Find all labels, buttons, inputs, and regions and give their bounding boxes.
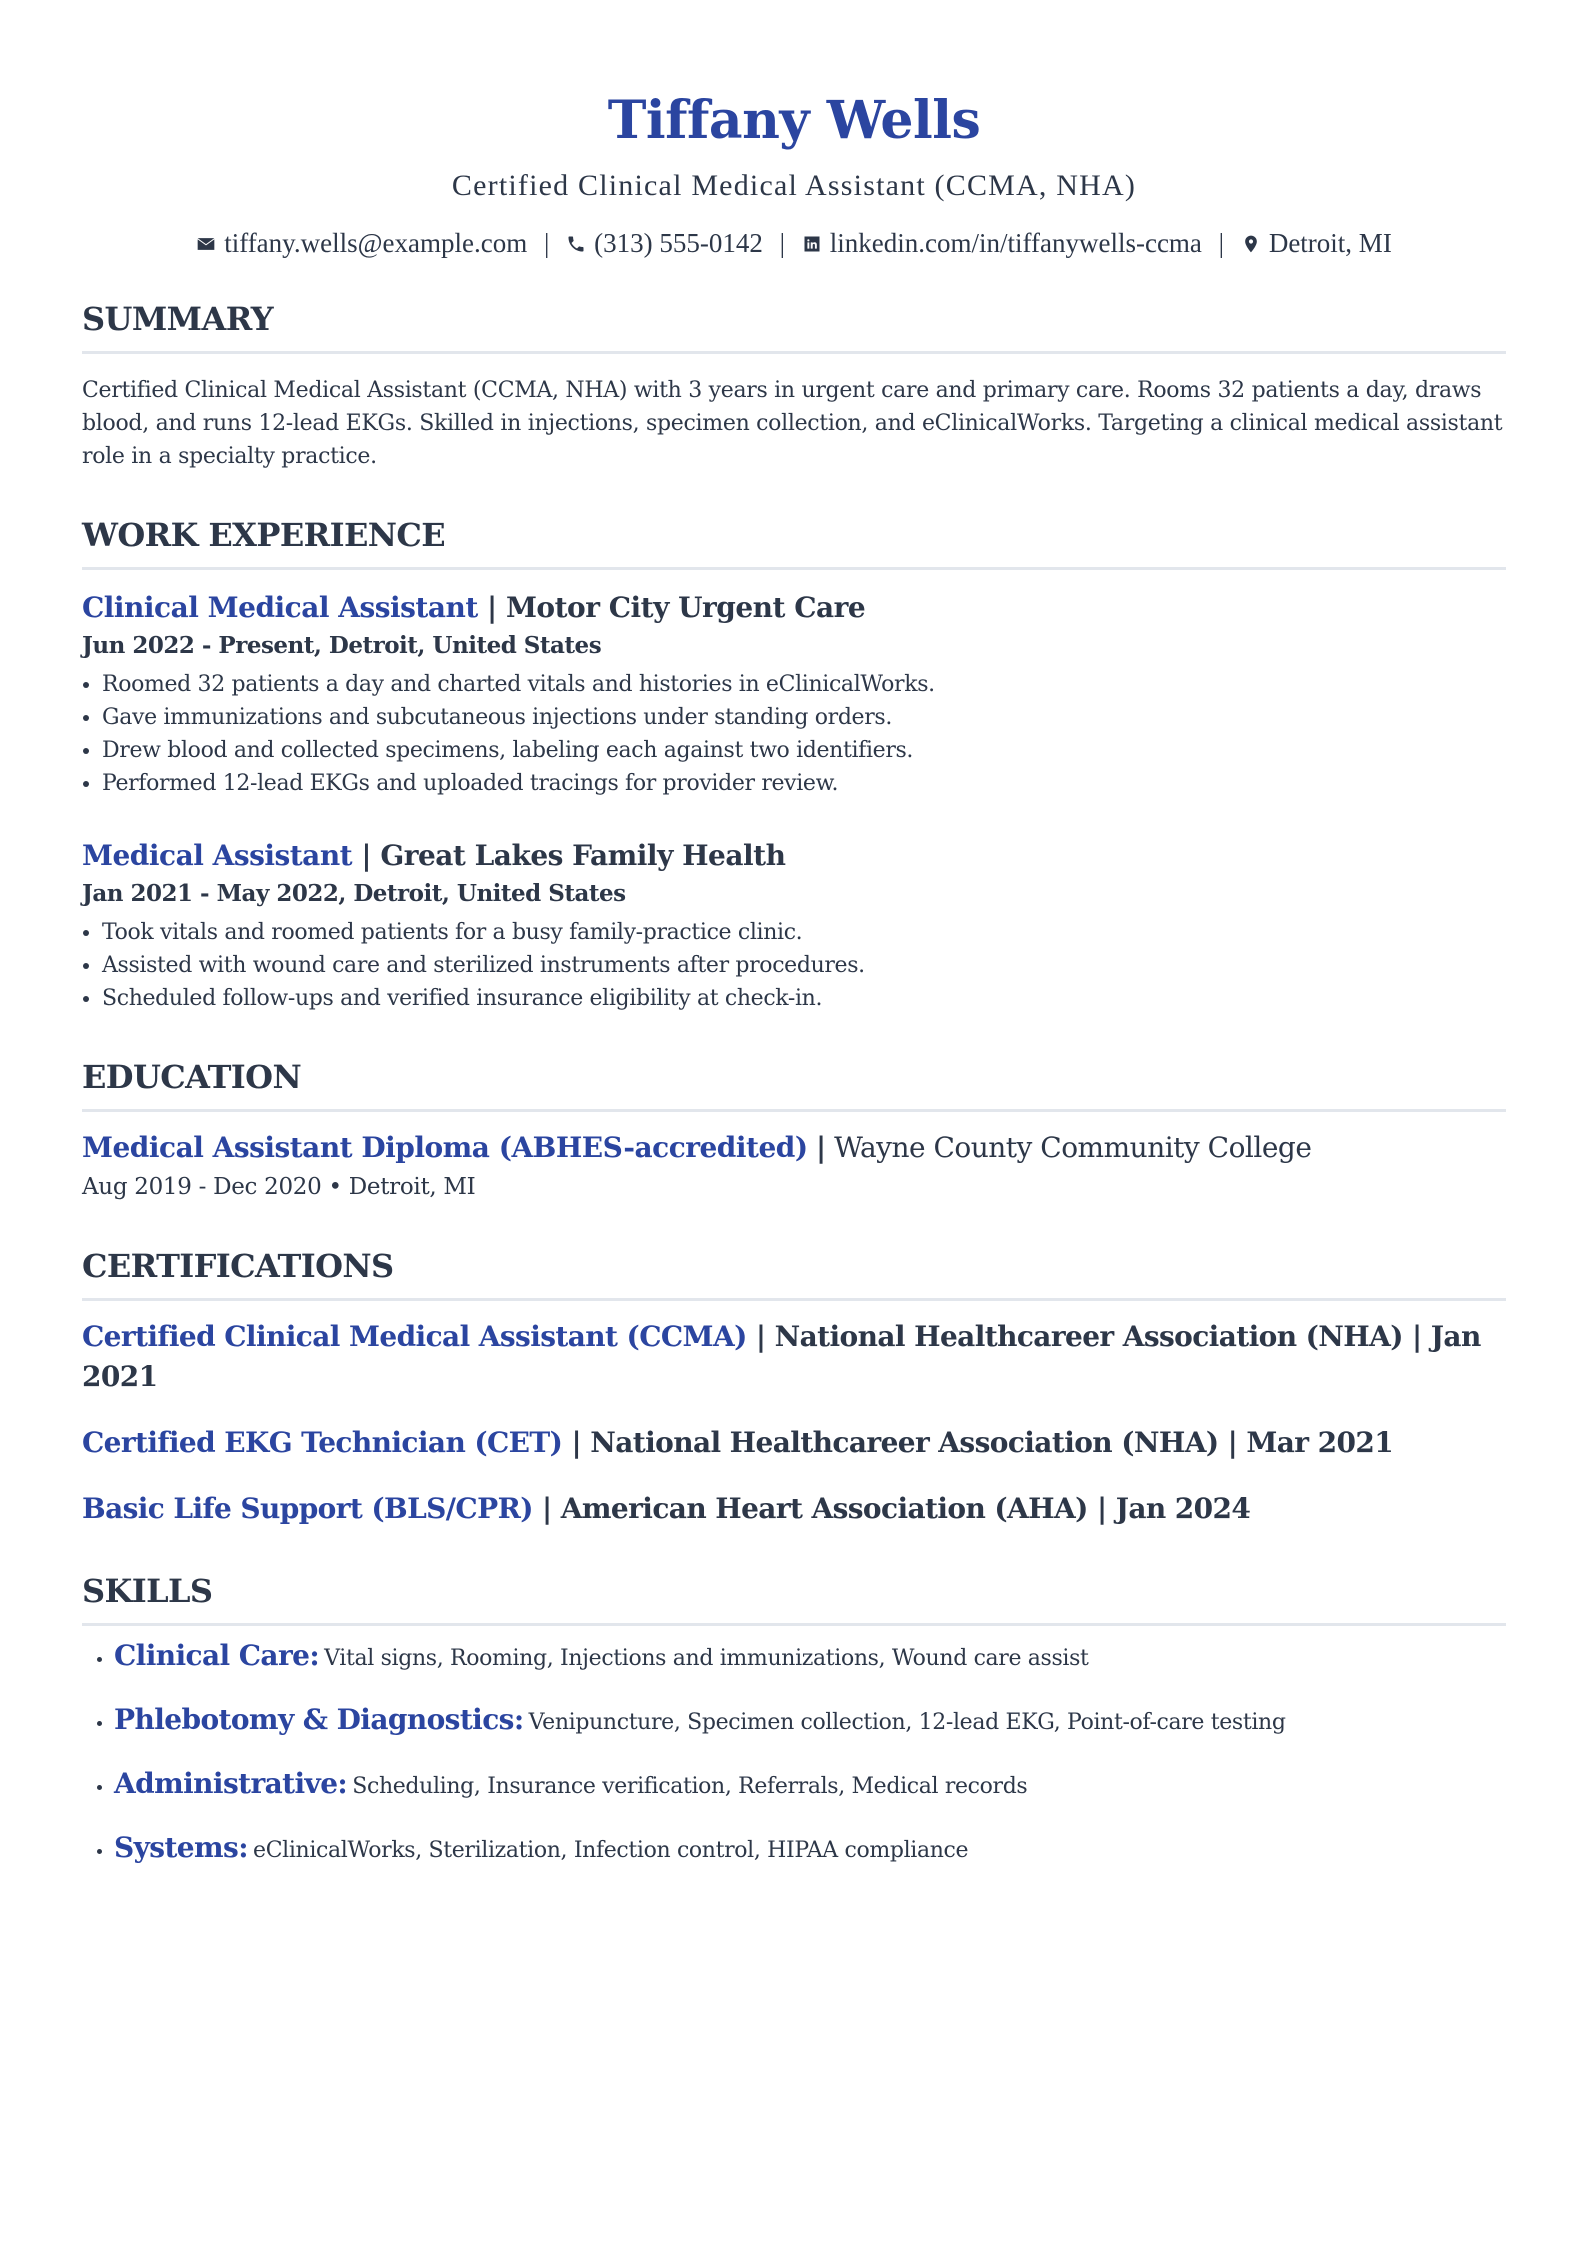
education-section xyxy=(82,1055,1506,1204)
linkedin-icon xyxy=(802,234,822,254)
skills-list xyxy=(82,1636,1506,1872)
contact-email[interactable] xyxy=(196,223,527,263)
contact-email-text: tiffany.wells@example.com xyxy=(224,227,528,258)
certification-date: Jan 2024 xyxy=(1115,1491,1251,1525)
certification-name: Basic Life Support (BLS/CPR) xyxy=(82,1491,533,1525)
section-title-certifications: CERTIFICATIONS xyxy=(82,1244,1506,1301)
skill-group xyxy=(114,1636,1506,1680)
job-bullet: • Took vitals and roomed patients for a busy family-practice clinic. xyxy=(102,916,1506,949)
certifications-section xyxy=(82,1244,1506,1529)
section-title-experience: WORK EXPERIENCE xyxy=(82,513,1506,570)
skill-category: Systems: xyxy=(114,1830,248,1864)
section-title-summary: SUMMARY xyxy=(82,297,1506,354)
contact-line xyxy=(82,220,1506,263)
skill-category: Phlebotomy & Diagnostics: xyxy=(114,1702,524,1736)
summary-text: Certified Clinical Medical Assistant (CCMA, NHA) with 3 years in urgent care and primary care. Rooms 32 patients a day, draws blood, and runs 12-lead EKGs. Skilled in injections, specimen collection, and eClinicalWorks. Targeting a clinical medical assistant role in a specialty practice. xyxy=(82,377,1503,469)
job-company: Great Lakes Family Health xyxy=(380,838,786,872)
certification-issuer: National Healthcareer Association (NHA) xyxy=(590,1425,1219,1459)
skill-items: Venipuncture, Specimen collection, 12-lead EKG, Point-of-care testing xyxy=(528,1709,1286,1735)
certification-date: Jan 2021 xyxy=(82,1319,1481,1393)
job-header: Medical Assistant | Great Lakes Family Health xyxy=(82,838,786,872)
skill-group xyxy=(114,1764,1506,1808)
education-school: Wayne County Community College xyxy=(834,1130,1312,1164)
contact-location xyxy=(1241,223,1392,263)
summary-section xyxy=(82,297,1506,473)
job-dates: Jun 2022 - Present, Detroit, United States xyxy=(82,631,602,659)
contact-phone[interactable] xyxy=(566,223,763,263)
contact-phone-text: (313) 555-0142 xyxy=(594,227,763,258)
certification-item: Certified EKG Technician (CET) | National Healthcareer Association (NHA) | Mar 2021 xyxy=(82,1425,1394,1459)
job-entry xyxy=(82,836,1506,1015)
certification-date: Mar 2021 xyxy=(1246,1425,1394,1459)
skill-items: Vital signs, Rooming, Injections and immunizations, Wound care assist xyxy=(324,1645,1089,1671)
contact-linkedin[interactable] xyxy=(802,223,1202,263)
section-title-education: EDUCATION xyxy=(82,1055,1506,1112)
job-bullets xyxy=(82,916,1506,1015)
certification-issuer: National Healthcareer Association (NHA) xyxy=(774,1319,1403,1353)
contact-location-text: Detroit, MI xyxy=(1268,227,1392,258)
job-entry xyxy=(82,588,1506,800)
job-bullet: • Roomed 32 patients a day and charted vitals and histories in eClinicalWorks. xyxy=(102,668,1506,701)
contact-linkedin-text: linkedin.com/in/tiffanywells-ccma xyxy=(829,227,1202,258)
skill-category: Administrative: xyxy=(114,1766,348,1800)
skill-items: Scheduling, Insurance verification, Referrals, Medical records xyxy=(352,1773,1028,1799)
skill-items: eClinicalWorks, Sterilization, Infection control, HIPAA compliance xyxy=(253,1837,969,1863)
job-header: Clinical Medical Assistant | Motor City Urgent Care xyxy=(82,590,866,624)
certification-name: Certified EKG Technician (CET) xyxy=(82,1425,563,1459)
resume-header xyxy=(82,0,1506,263)
candidate-name: Tiffany Wells xyxy=(607,90,981,151)
experience-section xyxy=(82,513,1506,1015)
job-bullets xyxy=(82,668,1506,800)
skill-category: Clinical Care: xyxy=(114,1638,320,1672)
job-company: Motor City Urgent Care xyxy=(505,590,866,624)
skill-group xyxy=(114,1700,1506,1744)
contact-separator: | xyxy=(779,227,786,258)
certification-issuer: American Heart Association (AHA) xyxy=(560,1491,1088,1525)
certification-item: Certified Clinical Medical Assistant (CCMA) | National Healthcareer Association (NHA) | Jan 2021 xyxy=(82,1319,1481,1393)
skill-group xyxy=(114,1828,1506,1872)
job-bullet: • Scheduled follow-ups and verified insurance eligibility at check-in. xyxy=(102,982,1506,1015)
certification-name: Certified Clinical Medical Assistant (CCMA) xyxy=(82,1319,747,1353)
job-title: Clinical Medical Assistant xyxy=(82,590,478,624)
job-title: Medical Assistant xyxy=(82,838,353,872)
envelope-icon xyxy=(196,234,216,254)
map-pin-icon xyxy=(1241,234,1261,254)
job-bullet: • Assisted with wound care and sterilized instruments after procedures. xyxy=(102,949,1506,982)
education-degree: Medical Assistant Diploma (ABHES-accredited) xyxy=(82,1130,808,1164)
certification-item: Basic Life Support (BLS/CPR) | American Heart Association (AHA) | Jan 2024 xyxy=(82,1491,1251,1525)
education-header: Medical Assistant Diploma (ABHES-accredited) | Wayne County Community College xyxy=(82,1130,1312,1164)
job-dates: Jan 2021 - May 2022, Detroit, United States xyxy=(82,879,626,907)
contact-separator: | xyxy=(543,227,550,258)
education-meta: Aug 2019 - Dec 2020 • Detroit, MI xyxy=(82,1173,476,1200)
job-bullet: • Gave immunizations and subcutaneous injections under standing orders. xyxy=(102,701,1506,734)
contact-separator: | xyxy=(1218,227,1225,258)
phone-icon xyxy=(566,234,586,254)
job-bullet: • Drew blood and collected specimens, labeling each against two identifiers. xyxy=(102,734,1506,767)
skills-section xyxy=(82,1569,1506,1872)
section-title-skills: SKILLS xyxy=(82,1569,1506,1626)
candidate-headline: Certified Clinical Medical Assistant (CCMA, NHA) xyxy=(451,169,1137,202)
job-bullet: • Performed 12-lead EKGs and uploaded tracings for provider review. xyxy=(102,767,1506,800)
